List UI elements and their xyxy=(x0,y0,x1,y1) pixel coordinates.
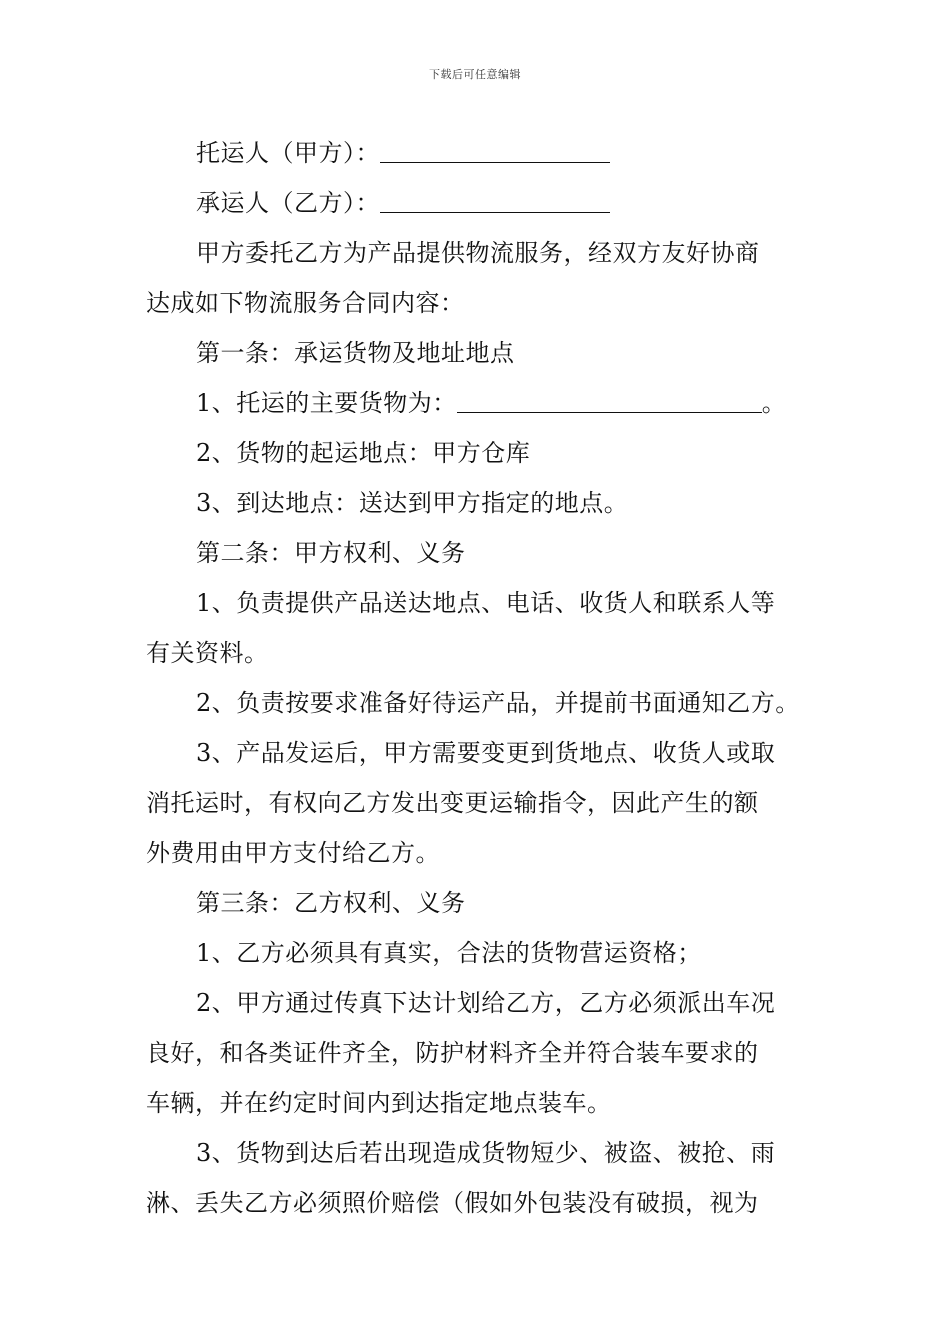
article3-item2-line-3: 车辆，并在约定时间内到达指定地点装车。 xyxy=(146,1089,612,1117)
party-a-line xyxy=(146,128,806,178)
article3-title: 第三条：乙方权利、义务 xyxy=(196,889,466,917)
article3-item1: 1、乙方必须具有真实，合法的货物营运资格； xyxy=(196,939,702,967)
article3-item3-line-2: 淋、丢失乙方必须照价赔偿（假如外包装没有破损，视为 xyxy=(146,1189,759,1217)
goods-blank[interactable] xyxy=(457,384,762,413)
article3-item2-line-2: 良好，和各类证件齐全，防护材料齐全并符合装车要求的 xyxy=(146,1039,759,1067)
contract-body xyxy=(146,128,806,1228)
party-a-label: 托运人（甲方）： xyxy=(196,139,380,167)
article1-item3: 3、到达地点：送达到甲方指定的地点。 xyxy=(196,489,629,517)
article2-title: 第二条：甲方权利、义务 xyxy=(196,539,466,567)
article2-item2: 2、负责按要求准备好待运产品，并提前书面通知乙方。 xyxy=(196,689,800,717)
party-b-blank[interactable] xyxy=(380,184,610,213)
article2-item1-line-1: 1、负责提供产品送达地点、电话、收货人和联系人等 xyxy=(196,589,776,617)
article3-item2-line-1: 2、甲方通过传真下达计划给乙方，乙方必须派出车况 xyxy=(196,989,776,1017)
article1-title: 第一条：承运货物及地址地点 xyxy=(196,339,515,367)
party-a-blank[interactable] xyxy=(380,134,610,163)
page-header: 下载后可任意编辑 xyxy=(429,68,521,81)
article1-item1 xyxy=(146,378,806,428)
intro-line-1: 甲方委托乙方为产品提供物流服务，经双方友好协商 xyxy=(196,239,760,267)
article2-item3-line-1: 3、产品发运后，甲方需要变更到货地点、收货人或取 xyxy=(196,739,776,767)
intro-line-2: 达成如下物流服务合同内容： xyxy=(146,289,465,317)
article2-item3-line-2: 消托运时，有权向乙方发出变更运输指令，因此产生的额 xyxy=(146,789,759,817)
goods-label: 1、托运的主要货物为： xyxy=(196,389,457,417)
article2-item1-line-2: 有关资料。 xyxy=(146,639,269,667)
goods-suffix: 。 xyxy=(761,389,787,417)
party-b-label: 承运人（乙方）： xyxy=(196,189,380,217)
party-b-line xyxy=(146,178,806,228)
article1-item2: 2、货物的起运地点：甲方仓库 xyxy=(196,439,531,467)
article3-item3-line-1: 3、货物到达后若出现造成货物短少、被盗、被抢、雨 xyxy=(196,1139,776,1167)
article2-item3-line-3: 外费用由甲方支付给乙方。 xyxy=(146,839,440,867)
